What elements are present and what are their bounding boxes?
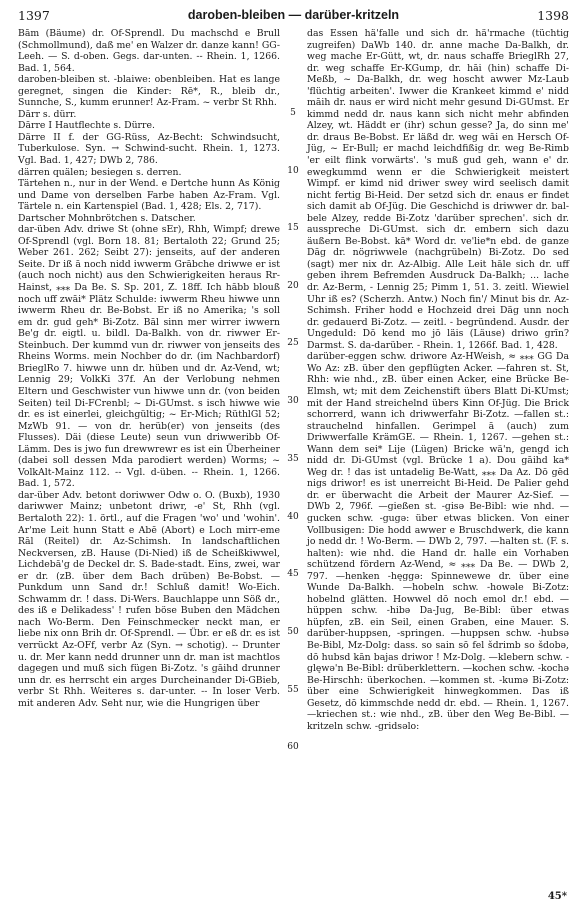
entry: Dārre I Hautflechte s. Dürre. — [18, 120, 155, 132]
line-number: 15 — [287, 223, 299, 233]
entry: daroben-bleiben st. -blaiwe: obenbleiben. Hat es lange geregnet, singen die Kinder: Rē*, R., bleib dr., Sunnche, S., kumm erunner! Az-Fram. ~ verbr St Rhh. — [18, 74, 280, 109]
line-number: 5 — [290, 108, 296, 118]
entry: Dartscher Mohnbrötchen s. Datscher. — [18, 212, 196, 224]
entry: därren quälen; besiegen s. derren. — [18, 166, 182, 178]
entry: Bām (Bäume) dr. Of-Sprendl. Du machschd e Brull (Schmollmund), daß me' en Walzer dr. danze kann! GG-Leeh. — S. d-oben. Gegs. dar-unten. -- Rhein. 1, 1266. Bad. 1, 564. — [18, 28, 280, 74]
left-column — [18, 28, 280, 709]
entry: dar-üben Adv. driwe St (ohne sEr), Rhh, Wimpf; drewe Of-Sprendl (vgl. Born 18. 81; Bertaloth 22; Grund 25; Weber 261. 262; Seibt 27): jenseits, auf der anderen Seite. Dr iß ā noch nidd iwwerm Grābche driwwe er ist (auch noch nicht) aus den Schwierigkeiten heraus Rr-Hainst, ⁎⁎⁎ Da Be. S. Sp. 201, Z. 18ff. Ich hābb blouß noch uff zwāi* Plätz Schulde: iwwerm Rheu hiwwe unn iwwerm Rheu dr. Be-Bobst. Er iß no Amerika; 's soll em dr. gud geh* Bi-Zotz. Bāl sinn mer wirrer iwwern Be'g dr. eigtl. u. bildl. Da-Balkh. von dr. riwwer Er-Steinbuch. Der kummd vun dr. riwwer von jenseits des Rheins Worms. mein Nochber do dr. (im Nachbardorf) BrieglRo 7. hiwwe unn dr. hüben und dr. Az-Vend, wt; Lennig 29; VolkKi 37f. An der Verlobung nehmen Eltern und Geschwister vun hiwwe unn dr. (von beiden Seiten) teil Di-FCrenbl; ~ Di-GUmst. s isch hiwwe wie dr. es ist einerlei, gleichgültig; ~ Er-Mich; RüthlGl 52; MzWb 91. — von dr. herüb(er) von jenseits (des Flusses). Däi (diese Leute) seun vun driwweribb Of-Lämm. Des is jwo fun drewwrewr es ist ein Überheiner (dabei soll dessen Mda parodiert werden) Worms; ~ VolkAlt-Mainz 112. -- Vgl. d-üben. -- Rhein. 1, 1266. Bad. 1, 572. — [18, 224, 280, 490]
line-number: 50 — [287, 627, 299, 637]
page-number-right: 1398 — [537, 8, 569, 23]
running-header — [18, 8, 569, 24]
entry: das Essen hä'falle und sich dr. hä'rmache (tüchtig zugreifen) DaWb 140. dr. anne mache Da-Balkh, dr. weg mache Er-Gütt, wt, dr. naus schaffe BrieglRh 27, dr. weg schaffe Er-KGump, dr. hāi (hin) schaffe Di-Meßb, ~ Da-Balkh, dr. weg hoscht awwer Mz-Laub 'flüchtig arbeiten'. Iwwer die Krankeet kimmd e' nidd māih dr. naus er wird nicht mehr gesund Di-GUmst. Er kimmd nedd dr. naus kann sich nicht mehr abfinden Alzey, wt. Häddt er (ihr) schun gesse? Ja, do sinn me' dr. draus Be-Bobst. Er läßd dr. weg wāi en Hersch Of-Jüg, ~ Er-Bull; er machd leichdfißig dr. weg Be-Rimb 'er eilt flink vorwärts'. 's muß gud geh, wann e' dr. ewegkummd wenn er die Schwierigkeit meistert Wimpf. er kimd nid driwer swey wird seelisch damit nicht fertig Bi-Heid. Der setzd sich dr. enaus er findet sich damit ab Of-Jüg. Die Geschichd is driwwer dr. bal-bele Alzey, redde Bi-Zotz 'darüber sprechen'. sich dr. ausspreche Di-GUmst. sich dr. embern sich dazu äußern Be-Bobst. kā* Word dr. ve'lie*n ebd. de ganze Dāg dr. nögriwwele (nachgrübeln) Bi-Zotz. Do sed (sagt) mer nix dr. Az-Albig. Alle Leit hāle sich dr. uff geben ihrem Befremden Ausdruck Da-Balkh; ... lache dr. Az-Berm, - Lennig 25; Pimm 1, 51. 3. zeitl. Wiewiel Uhr iß es? (Scherzh. Antw.) Noch fin'/ Minut bis dr. Az-Schimsh. Friher hodd e Hochzeid drei Däg unn noch dr. gedauerd Bi-Zotz. — zeitl. - begründend. Ausdr. der Ungeduld: Dō kend mo jō läis (Läuse) driwo grīn? Darmst. S. da-darüber. - Rhein. 1, 1266f. Bad. 1, 428. — [307, 28, 569, 351]
line-number: 40 — [287, 512, 299, 522]
entry: Tärtehen n., nur in der Wend. e Dertche hunn As König und Dame von derselben Farbe haben Az-Fram. Vgl. Tärtele n. ein Kartenspiel (Bad. 1, 428; Els. 2, 717). — [18, 178, 280, 213]
line-number: 30 — [287, 396, 299, 406]
line-number: 60 — [287, 742, 299, 752]
page-signature: 45* — [547, 891, 567, 902]
line-number: 25 — [287, 338, 299, 348]
line-number: 55 — [287, 685, 299, 695]
entry: dar-über Adv. betont doriwwer Odw o. O. (Buxb), 1930 dariwwer Mainz; unbetont driwr, -e' St, Rhh (vgl. Bertaloth 22): 1. örtl., auf die Fragen 'wo' und 'wohin'. Ar'me Leit hunn Statt e Abē (Abort) e Loch mirr-eme Rāl (Reitel) dr. Az-Schimsh. In landschaftlichen Neckversen, zB. Hause (Di-Nied) iß de Scheißkiwwel, Lichdebā'g de Deckel dr. S. Bade-stadt. Eins, zwei, war er dr. (zB. über dem Bach drüben) Be-Bobst. — Punkdum unn Sand dr.! Schluß damit! Wo-Eich. Schwamm dr. ! dass. Di-Wers. Bauchlappe unn Söß dr., des iß e Delikadess' ! rufen böse Buben den Mädchen nach Wo-Berm. Den Feinschmecker neckt man, er liebe nix onn Brih dr. Of-Sprendl. — Übr. er eß dr. es ist verrückt Az-OFf, verbr Az (Syn. → schotig). -- Drunter u. dr. Mer kann nedd drunner unn dr. man ist machtlos dagegen und muß sich fügen Bi-Zotz. 's gāihd drunner unn dr. es herrscht ein arges Durcheinander Di-GBieb, verbr St Rhh. Weiteres s. dar-unter. -- In loser Verb. mit anderen Adv. Seht nur, wie die Hungrigen über — [18, 489, 280, 709]
right-column — [307, 28, 569, 732]
header-title: daroben-bleiben — darüber-kritzeln — [187, 8, 400, 22]
entry: darüber-eggen schw. driwore Az-HWeish, ≈ ⁎⁎⁎ GG Da Wo Az: zB. über den gepflügten Acker. —fahren st. St, Rhh: wie nhd., zB. über einen Acker, eine Brücke Be-Elmsh, wt; mit dem Zeichenstift übers Blatt Di-KUmst; mit der Hand streichelnd übers Kinn Of-Jüg. Die Brick schorrerd, wann ich driwwerfahr Bi-Zotz. —fallen st.: strauchelnd hinfallen. Gerimpel ā (auch) zum Driwwerfalle KrämGE. — Rhein. 1, 1267. —gehen st.: Wann dem sei* Lije (Lügen) Bricke wä'n, gengd ich nidd dr. Di-GUmst (vgl. Brücke 1 a). Dou gāihd ka* Weg dr. ! das ist untadelig Be-Watt, ⁎⁎⁎ Da Az. Dō gēd nigs driwor! es ist unerreicht Bi-Heid. De Palier gehd dr. er überwacht die Arbeit der Maurer Az-Sief. — DWb 2, 796f. —gießen st. -gisə Be-Bibl: wie nhd. —gucken schw. -gugə: über etwas blicken. Von einer Vollbusigen: Die hodd awwer e Bruschdwerk, die kann jo nedd dr. ! Wo-Berm. — DWb 2, 797. —halten st. (F. s. halten): wie nhd. die Hand dr. halle ein Vorhaben schützend fördern Az-Wend, ≈ ⁎⁎⁎ Da Be. — DWb 2, 797. —henken -hęggə: Spinnewewe dr. über eine Wunde Da-Balkh. —hobeln schw. -howəle Bi-Zotz: hobelnd glätten. Howwel dō noch emol dr.! ebd. —hüppen schw. -hibə Da-Jug, Be-Bibl: über etwas hüpfen, zB. ein Seil, einen Graben, eine Mauer. S. darüber-huppsen, -springen. —huppsen schw. -hubsə Be-Bibl, Mz-Dolg: dass. so sain sō fel šdrimb so šdobə, dō hubsd kān bajas driwor ! Mz-Dolg. —klebern schw. -glęwə'n Be-Bibl: drüberklettern. —kochen schw. -kochə Be-Hirschh: überkochen. —kommen st. -kumə Bi-Zotz: über eine Schwierigkeit hinwegkommen. Das iß Gesetz, dō kimmschde nedd dr. ebd. — Rhein. 1, 1267. —kriechen st.: wie nhd., zB. über den Weg Be-Bibl. —kritzeln schw. -gridsəlo: — [307, 351, 569, 732]
line-number: 20 — [287, 281, 299, 291]
line-number: 35 — [287, 454, 299, 464]
entry: Dārr s. dürr. — [18, 108, 77, 120]
line-number: 10 — [287, 166, 299, 176]
page-number-left: 1397 — [18, 8, 50, 23]
entry: Därre II f. der GG-Rüss, Az-Becht: Schwindsucht, Tuberkulose. Syn. → Schwind-sucht. Rhein. 1, 1273. Vgl. Bad. 1, 427; DWb 2, 786. — [18, 131, 280, 167]
line-number: 45 — [287, 569, 299, 579]
